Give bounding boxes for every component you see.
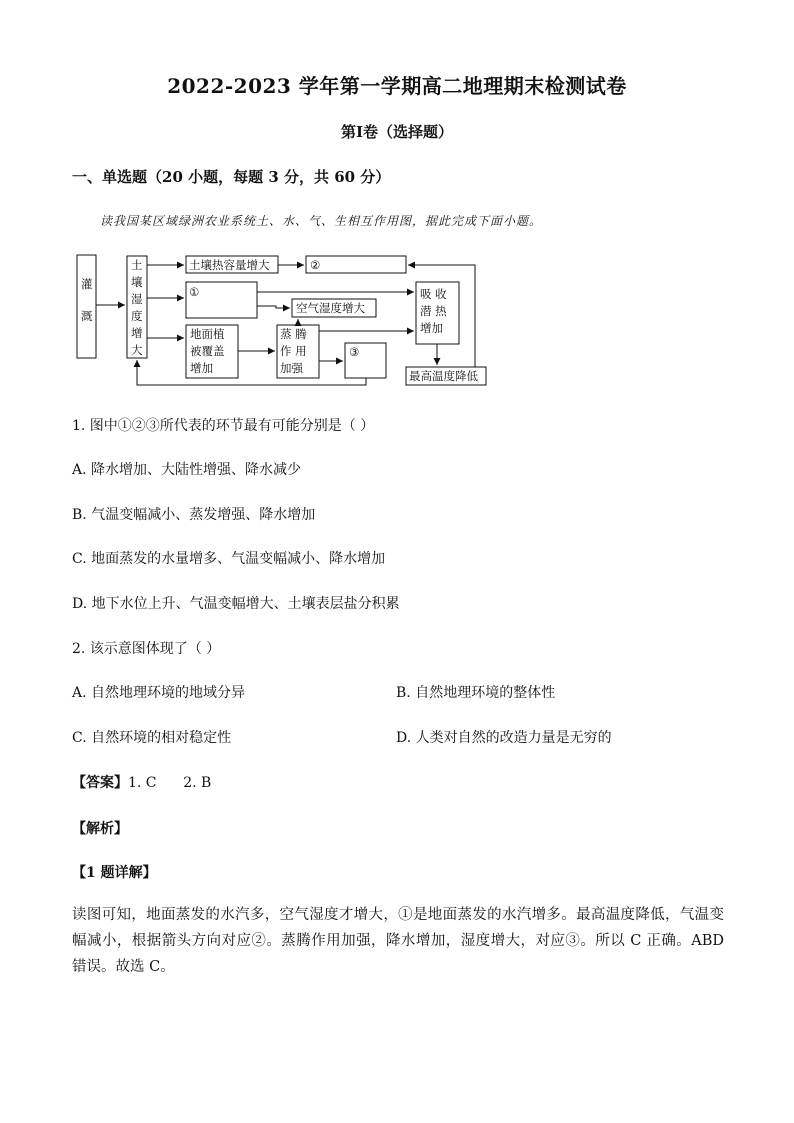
q1-option-a: A. 降水增加、大陆性增强、降水减少 xyxy=(72,462,302,478)
max-temp-label: 最高温度降低 xyxy=(409,369,478,383)
transpiration-line-2: 作 用 xyxy=(280,344,307,358)
q1-option-b: B. 气温变幅减小、蒸发增强、降水增加 xyxy=(72,507,316,523)
transpiration-line-1: 蒸 腾 xyxy=(280,327,307,341)
q2-option-b: B. 自然地理环境的整体性 xyxy=(396,685,556,701)
soil-char-5: 增 xyxy=(131,326,143,340)
exam-title: 2022-2023 学年第一学期高二地理期末检测试卷 xyxy=(167,74,627,98)
marker1-label: ① xyxy=(189,285,200,299)
irrigation-char-1: 灌 xyxy=(81,277,93,291)
q1-stem: 1. 图中①②③所代表的环节最有可能分别是（ ） xyxy=(72,418,375,434)
answer-text: 1. C 2. B xyxy=(128,775,212,791)
heat-capacity-label: 土壤热容量增大 xyxy=(189,258,270,272)
q2-option-c: C. 自然环境的相对稳定性 xyxy=(72,730,232,746)
marker2-label: ② xyxy=(310,258,321,272)
vegetation-line-2: 被覆盖 xyxy=(190,344,225,358)
air-humidity-label: 空气湿度增大 xyxy=(296,301,365,315)
soil-char-4: 度 xyxy=(131,309,143,323)
answer-label: 【答案】 xyxy=(72,775,128,791)
latent-line-3: 增加 xyxy=(420,321,443,335)
soil-char-1: 土 xyxy=(131,258,143,272)
q1-option-d: D. 地下水位上升、气温变幅增大、土壤表层盐分积累 xyxy=(72,596,400,612)
irrigation-box xyxy=(77,255,96,358)
farming-system-diagram xyxy=(70,248,490,390)
vegetation-line-3: 增加 xyxy=(190,361,213,375)
section-heading: 一、单选题（20 小题，每题 3 分，共 60 分） xyxy=(72,168,391,186)
irrigation-char-2: 溉 xyxy=(81,309,93,323)
question-intro: 读我国某区域绿洲农业系统土、水、气、生相互作用图，据此完成下面小题。 xyxy=(100,214,543,228)
latent-line-2: 潜 热 xyxy=(420,304,447,318)
transpiration-line-3: 加强 xyxy=(280,361,303,375)
vegetation-line-1: 地面植 xyxy=(190,327,225,341)
soil-char-3: 湿 xyxy=(131,292,143,306)
paper-subtitle: 第Ⅰ卷（选择题） xyxy=(340,123,454,141)
answer-line xyxy=(72,772,211,792)
marker2-box xyxy=(306,256,406,273)
q1-option-c: C. 地面蒸发的水量增多、气温变幅减小、降水增加 xyxy=(72,551,386,567)
analysis-heading: 【解析】 xyxy=(72,821,128,837)
q2-option-a: A. 自然地理环境的地域分异 xyxy=(72,685,246,701)
q2-stem: 2. 该示意图体现了（ ） xyxy=(72,641,221,657)
detail-heading: 【1 题详解】 xyxy=(72,865,157,881)
q2-option-d: D. 人类对自然的改造力量是无穷的 xyxy=(396,730,612,746)
soil-char-6: 大 xyxy=(131,343,143,357)
explanation-paragraph: 读图可知，地面蒸发的水汽多，空气湿度才增大，①是地面蒸发的水汽增多。最高温度降低，气温变幅减小，根据箭头方向对应②。蒸腾作用加强，降水增加，湿度增大，对应③。所以 C 正确。ABD 错误。故选 C。 xyxy=(72,907,724,975)
soil-char-2: 壤 xyxy=(131,275,143,289)
latent-line-1: 吸 收 xyxy=(420,287,447,301)
marker3-label: ③ xyxy=(349,345,360,359)
